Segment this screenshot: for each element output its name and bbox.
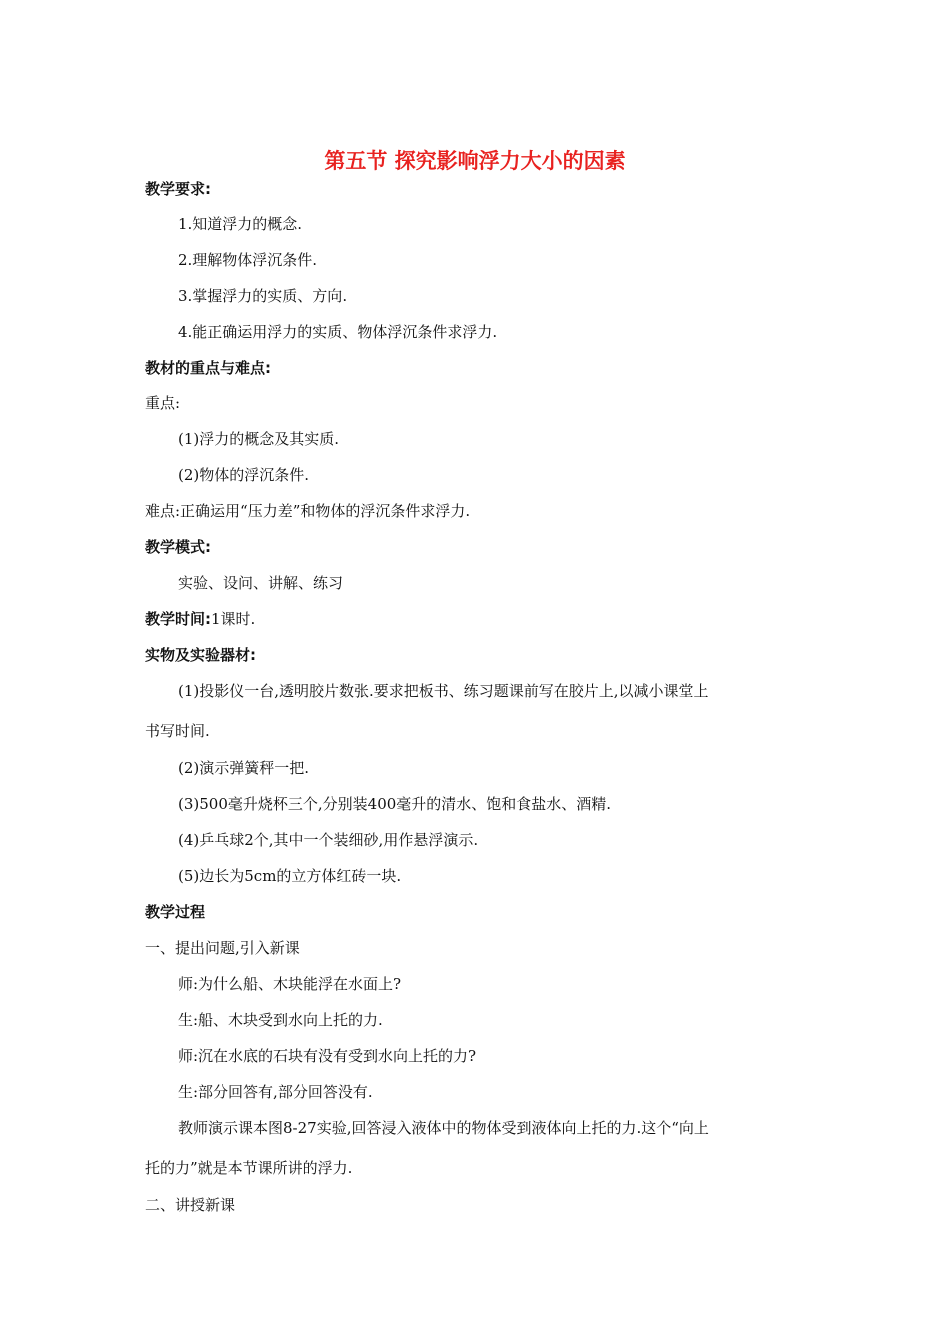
materials-heading: 实物及实验器材: (145, 646, 256, 664)
material-item-continued: 书写时间. (145, 722, 210, 740)
difficulty-text: 难点:正确运用“压力差”和物体的浮沉条件求浮力. (145, 502, 471, 520)
requirements-heading: 教学要求: (145, 180, 211, 198)
document-title: 第五节 探究影响浮力大小的因素 (324, 149, 626, 173)
material-item: (2)演示弹簧秤一把. (178, 759, 310, 777)
process-part-1: 一、提出问题,引入新课 (145, 939, 300, 957)
demo-text: 教师演示课本图8-27实验,回答浸入液体中的物体受到液体向上托的力.这个“向上 (178, 1119, 709, 1137)
mode-text: 实验、设问、讲解、练习 (178, 574, 344, 592)
dialog-line: 生:部分回答有,部分回答没有. (178, 1083, 373, 1101)
dialog-line: 师:沉在水底的石块有没有受到水向上托的力? (178, 1047, 477, 1065)
material-item: (4)乒乓球2个,其中一个装细砂,用作悬浮演示. (178, 831, 479, 849)
dialog-line: 师:为什么船、木块能浮在水面上? (178, 975, 402, 993)
key-label: 重点: (145, 394, 181, 412)
material-item: (3)500毫升烧杯三个,分别装400毫升的清水、饱和食盐水、酒精. (178, 795, 612, 813)
key-item: (2)物体的浮沉条件. (178, 466, 310, 484)
key-item: (1)浮力的概念及其实质. (178, 430, 340, 448)
time-line (145, 608, 255, 630)
focus-heading: 教材的重点与难点: (145, 359, 271, 377)
requirement-item: 3.掌握浮力的实质、方向. (178, 287, 348, 305)
mode-heading: 教学模式: (145, 538, 211, 556)
time-heading: 教学时间: (145, 610, 211, 628)
dialog-line: 生:船、木块受到水向上托的力. (178, 1011, 383, 1029)
requirement-item: 4.能正确运用浮力的实质、物体浮沉条件求浮力. (178, 323, 498, 341)
requirement-item: 1.知道浮力的概念. (178, 215, 303, 233)
process-part-2: 二、讲授新课 (145, 1196, 236, 1214)
process-heading: 教学过程 (145, 903, 206, 921)
requirement-item: 2.理解物体浮沉条件. (178, 251, 318, 269)
demo-text-continued: 托的力”就是本节课所讲的浮力. (145, 1159, 353, 1177)
material-item: (1)投影仪一台,透明胶片数张.要求把板书、练习题课前写在胶片上,以减小课堂上 (178, 682, 709, 700)
material-item: (5)边长为5cm的立方体红砖一块. (178, 867, 402, 885)
time-text: 1课时. (211, 610, 256, 628)
